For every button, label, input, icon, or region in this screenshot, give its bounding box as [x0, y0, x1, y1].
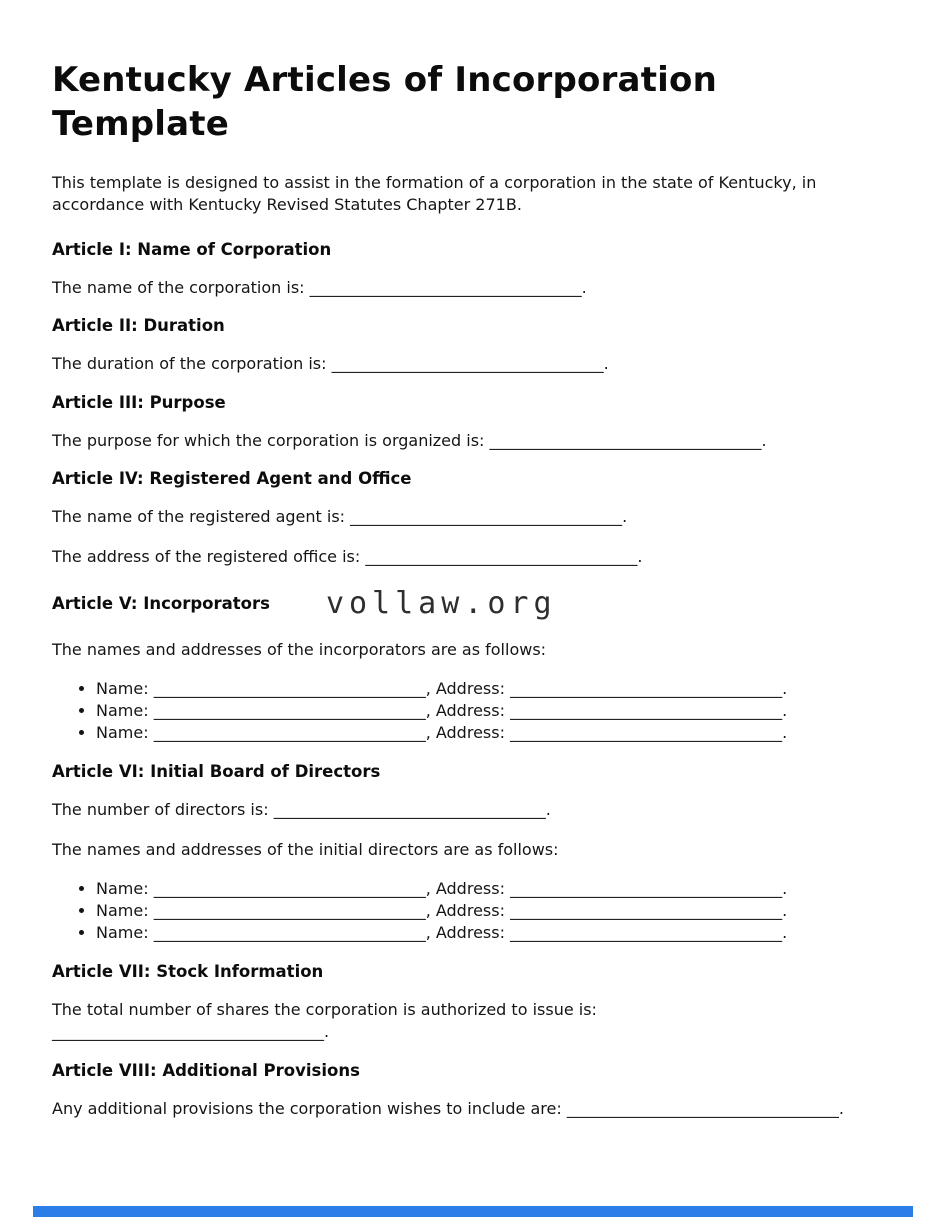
article-1-label: The name of the corporation is: — [52, 277, 305, 297]
article-8-heading: Article VIII: Additional Provisions — [52, 1060, 360, 1080]
address-label: , Address: — [425, 901, 505, 921]
fill-blank: __________________________________ — [566, 1098, 839, 1118]
article-1-heading: Article I: Name of Corporation — [52, 239, 332, 259]
fill-blank: __________________________________ — [350, 507, 623, 527]
article-8-label: Any additional provisions the corporation wishes to include are: — [52, 1098, 562, 1118]
article-6-fill-line-count — [52, 799, 844, 821]
fill-blank: __________________________________ — [365, 546, 638, 566]
article-3-fill-line — [52, 430, 844, 452]
period: . — [545, 800, 551, 820]
name-label: Name: — [96, 679, 149, 699]
name-label: Name: — [96, 923, 149, 943]
address-label: , Address: — [425, 679, 505, 699]
article-7-heading: Article VII: Stock Information — [52, 962, 324, 982]
page-title: Kentucky Articles of Incorporation Template — [52, 60, 717, 145]
list-item — [96, 878, 844, 900]
bottom-bar — [33, 1206, 913, 1217]
period: . — [782, 679, 788, 699]
fill-blank: __________________________________ — [510, 679, 783, 699]
list-item — [96, 722, 844, 744]
fill-blank: __________________________________ — [510, 901, 783, 921]
fill-blank: __________________________________ — [153, 923, 426, 943]
article-2-heading: Article II: Duration — [52, 316, 225, 336]
period: . — [581, 277, 587, 297]
article-2-fill-line — [52, 353, 844, 375]
period: . — [603, 354, 609, 374]
name-label: Name: — [96, 901, 149, 921]
article-4-label-office: The address of the registered office is: — [52, 546, 361, 566]
article-8-fill-line — [52, 1098, 844, 1120]
period: . — [838, 1098, 844, 1118]
fill-blank: __________________________________ — [153, 723, 426, 743]
name-label: Name: — [96, 879, 149, 899]
fill-blank: __________________________________ — [52, 1021, 324, 1041]
list-item — [96, 900, 844, 922]
address-label: , Address: — [425, 879, 505, 899]
article-5-heading: Article V: Incorporators — [52, 593, 270, 613]
article-1-fill-line — [52, 277, 844, 299]
article-3-heading: Article III: Purpose — [52, 392, 226, 412]
list-item — [96, 678, 844, 700]
article-5-heading-row — [52, 586, 844, 621]
fill-blank: __________________________________ — [510, 701, 783, 721]
period: . — [782, 879, 788, 899]
directors-list — [52, 878, 844, 944]
fill-blank: __________________________________ — [153, 901, 426, 921]
article-4-heading: Article IV: Registered Agent and Office — [52, 469, 412, 489]
article-4-label-agent: The name of the registered agent is: — [52, 507, 346, 527]
article-7-fill-line — [52, 999, 844, 1042]
article-6-heading: Article VI: Initial Board of Directors — [52, 762, 381, 782]
intro-paragraph: This template is designed to assist in the formation of a corporation in the state of Kentucky, in accordance with Kentucky Revised Statutes Chapter 271B. — [52, 173, 817, 214]
article-7-label: The total number of shares the corporation is authorized to issue is: — [52, 1000, 597, 1020]
article-6-intro-line: The names and addresses of the initial directors are as follows: — [52, 839, 559, 859]
fill-blank: __________________________________ — [510, 879, 783, 899]
article-4-fill-line-office — [52, 546, 844, 568]
fill-blank: __________________________________ — [510, 723, 783, 743]
fill-blank: __________________________________ — [331, 354, 604, 374]
address-label: , Address: — [425, 923, 505, 943]
article-2-label: The duration of the corporation is: — [52, 354, 327, 374]
period: . — [761, 430, 767, 450]
period: . — [782, 901, 788, 921]
incorporators-list — [52, 678, 844, 744]
name-label: Name: — [96, 701, 149, 721]
article-6-label-count: The number of directors is: — [52, 800, 269, 820]
fill-blank: __________________________________ — [153, 879, 426, 899]
period: . — [782, 701, 788, 721]
fill-blank: __________________________________ — [510, 923, 783, 943]
fill-blank: __________________________________ — [309, 277, 582, 297]
fill-blank: __________________________________ — [489, 430, 762, 450]
article-5-intro-line: The names and addresses of the incorporators are as follows: — [52, 639, 547, 659]
address-label: , Address: — [425, 723, 505, 743]
name-label: Name: — [96, 723, 149, 743]
period: . — [622, 507, 628, 527]
watermark: vollaw.org — [325, 585, 557, 621]
fill-blank: __________________________________ — [273, 800, 546, 820]
address-label: , Address: — [425, 701, 505, 721]
fill-blank: __________________________________ — [153, 679, 426, 699]
list-item — [96, 922, 844, 944]
article-4-fill-line-agent — [52, 506, 844, 528]
article-3-label: The purpose for which the corporation is organized is: — [52, 430, 485, 450]
list-item — [96, 700, 844, 722]
fill-blank: __________________________________ — [153, 701, 426, 721]
period: . — [637, 546, 643, 566]
period: . — [782, 723, 788, 743]
period: . — [324, 1021, 330, 1041]
period: . — [782, 923, 788, 943]
